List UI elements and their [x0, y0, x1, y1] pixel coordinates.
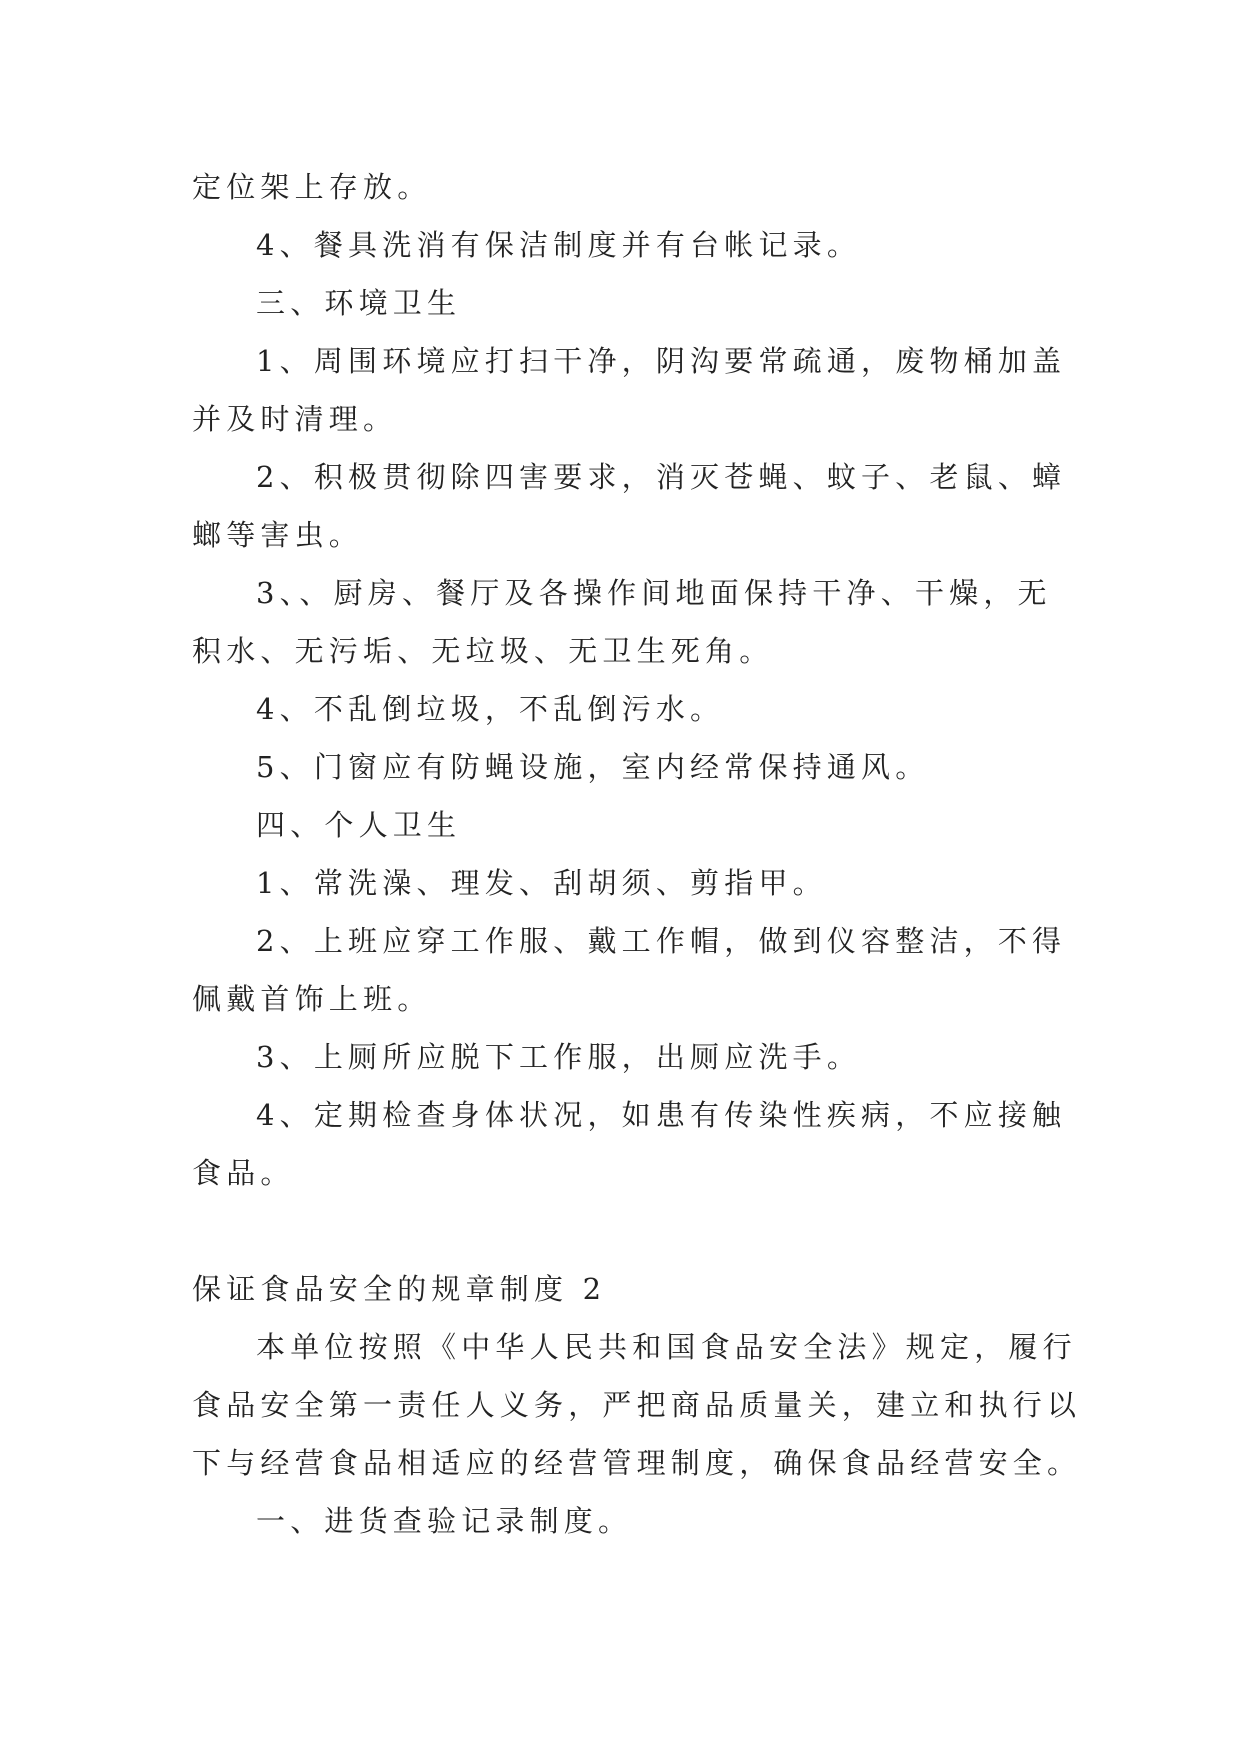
paragraph: 一、进货查验记录制度。 — [256, 1504, 633, 1538]
paragraph: 2、积极贯彻除四害要求，消灭苍蝇、蚊子、老鼠、蟑螂等害虫。 — [192, 460, 1067, 552]
paragraph: 5、门窗应有防蝇设施，室内经常保持通风。 — [256, 750, 930, 784]
blank-line — [192, 1202, 1072, 1260]
paragraph: 3、、厨房、餐厅及各操作间地面保持干净、干燥，无积水、无污垢、无垃圾、无卫生死角。 — [192, 576, 1052, 668]
paragraph: 4、餐具洗消有保洁制度并有台帐记录。 — [256, 228, 862, 262]
section-heading: 三、环境卫生 — [256, 286, 462, 320]
paragraph: 2、上班应穿工作服、戴工作帽，做到仪容整洁，不得佩戴首饰上班。 — [192, 924, 1067, 1016]
paragraph: 4、定期检查身体状况，如患有传染性疾病，不应接触食品。 — [192, 1098, 1067, 1190]
section-heading: 四、个人卫生 — [256, 808, 462, 842]
section-title: 保证食品安全的规章制度 2 — [192, 1272, 607, 1306]
paragraph: 3、上厕所应脱下工作服，出厕应洗手。 — [256, 1040, 862, 1074]
paragraph: 定位架上存放。 — [192, 170, 432, 204]
document-body — [192, 158, 1082, 1550]
paragraph: 本单位按照《中华人民共和国食品安全法》规定，履行食品安全第一责任人义务，严把商品质量关，建立和执行以下与经营食品相适应的经营管理制度，确保食品经营安全。 — [192, 1330, 1082, 1480]
paragraph: 1、常洗澡、理发、刮胡须、剪指甲。 — [256, 866, 827, 900]
paragraph: 4、不乱倒垃圾，不乱倒污水。 — [256, 692, 725, 726]
paragraph: 1、周围环境应打扫干净，阴沟要常疏通，废物桶加盖并及时清理。 — [192, 344, 1067, 436]
